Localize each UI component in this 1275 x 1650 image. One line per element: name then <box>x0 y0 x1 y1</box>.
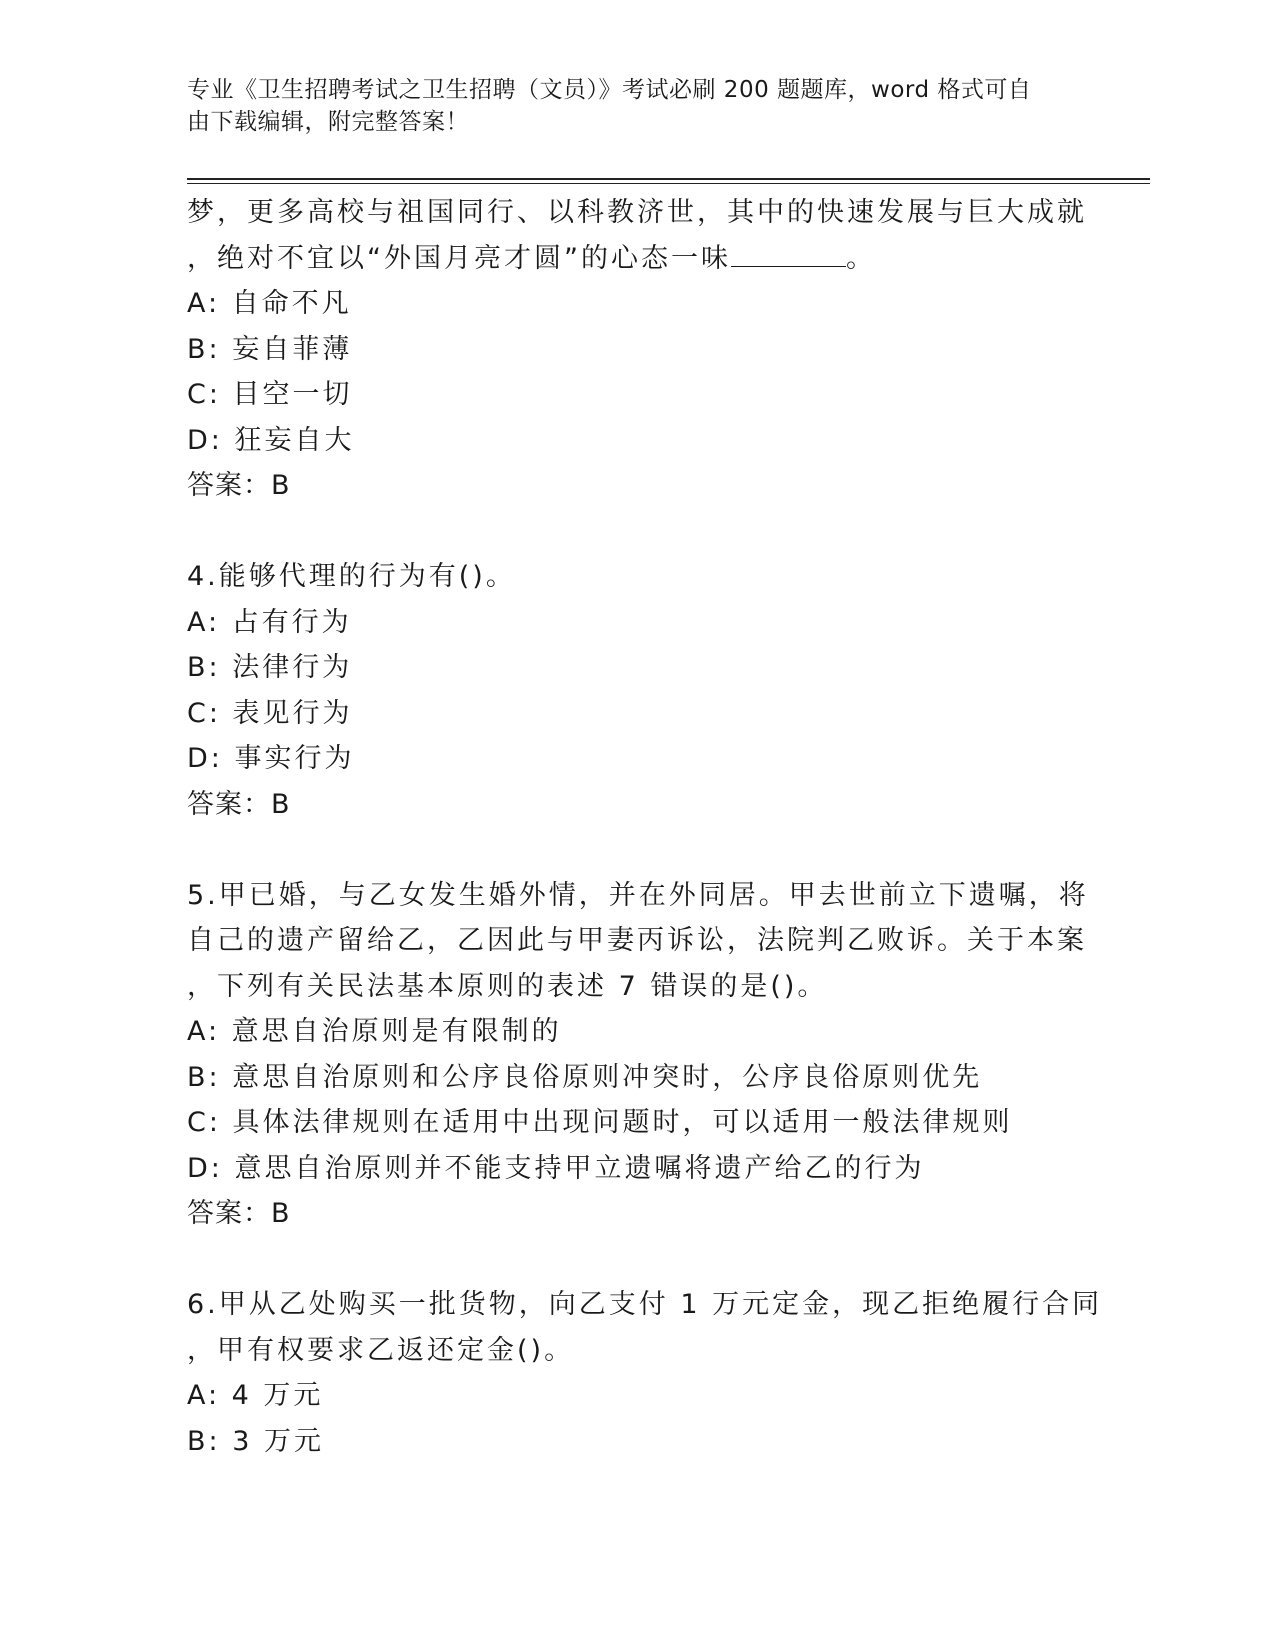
answer-line: 答案：B <box>187 788 291 820</box>
option-a: A: 4 万元 <box>187 1380 324 1411</box>
option-d: D: 意思自治原则并不能支持甲立遗嘱将遗产给乙的行为 <box>187 1152 925 1184</box>
header-line-1: 专业《卫生招聘考试之卫生招聘（文员）》考试必刷 200 题题库，word 格式可自 <box>187 77 1032 103</box>
option-a: A: 占有行为 <box>187 606 352 638</box>
question-6 <box>187 1282 1103 1464</box>
question-stem-line: ，下列有关民法基本原则的表述 7 错误的是()。 <box>187 970 828 1002</box>
header-line-2: 由下载编辑，附完整答案！ <box>187 109 469 135</box>
answer-line: 答案：B <box>187 1198 291 1229</box>
option-c: C: 具体法律规则在适用中出现问题时，可以适用一般法律规则 <box>187 1107 1013 1138</box>
header-divider-thin <box>187 183 1150 184</box>
option-b: B: 3 万元 <box>187 1425 324 1457</box>
option-b: B: 妄自菲薄 <box>187 333 353 365</box>
question-stem-line: 5.甲已婚，与乙女发生婚外情，并在外同居。甲去世前立下遗嘱，将 <box>187 879 1089 911</box>
document-header <box>187 74 1067 138</box>
option-b: B: 意思自治原则和公序良俗原则冲突时，公序良俗原则优先 <box>187 1061 983 1093</box>
option-c: C: 目空一切 <box>187 379 353 410</box>
question-stem-line: 6.甲从乙处购买一批货物，向乙支付 1 万元定金，现乙拒绝履行合同 <box>187 1289 1103 1320</box>
question-5 <box>187 873 1087 1237</box>
option-b: B: 法律行为 <box>187 652 353 683</box>
header-divider-thick <box>187 178 1150 180</box>
question-3 <box>187 190 1087 509</box>
option-a: A: 意思自治原则是有限制的 <box>187 1016 562 1047</box>
option-d: D: 事实行为 <box>187 743 355 774</box>
spacer <box>187 509 1087 555</box>
fill-in-blank <box>731 236 846 267</box>
stem-text: 。 <box>845 242 876 274</box>
question-4 <box>187 554 1087 827</box>
spacer <box>187 827 1087 873</box>
stem-text: ，绝对不宜以“外国月亮才圆”的心态一味 <box>187 242 731 274</box>
question-stem-line: ，甲有权要求乙返还定金()。 <box>187 1334 575 1366</box>
answer-line: 答案：B <box>187 470 291 501</box>
question-stem-line: 梦，更多高校与祖国同行、以科教济世，其中的快速发展与巨大成就 <box>187 197 1087 228</box>
spacer <box>187 1237 1087 1283</box>
question-stem-line: 4.能够代理的行为有()。 <box>187 561 516 592</box>
question-stem-line <box>187 236 1087 282</box>
question-content <box>187 190 1103 1464</box>
question-stem-line: 自己的遗产留给乙，乙因此与甲妻丙诉讼，法院判乙败诉。关于本案 <box>187 925 1087 956</box>
option-a: A: 自命不凡 <box>187 288 352 319</box>
option-d: D: 狂妄自大 <box>187 424 355 456</box>
option-c: C: 表见行为 <box>187 697 353 729</box>
